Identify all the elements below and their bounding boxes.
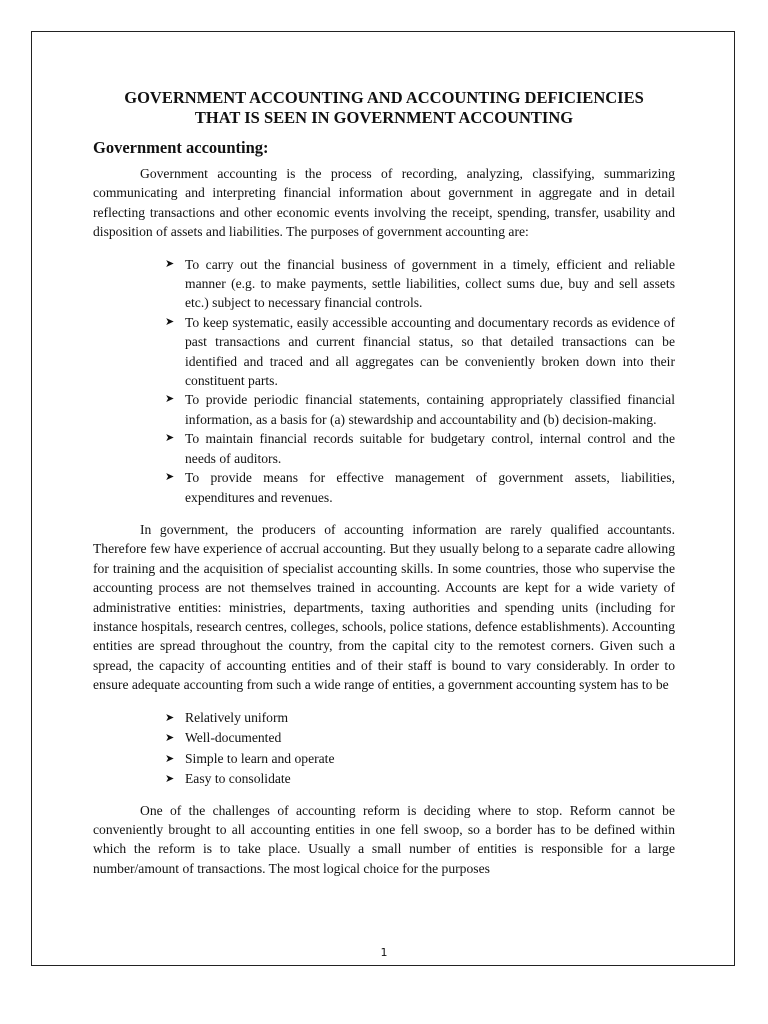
title-line-1: GOVERNMENT ACCOUNTING AND ACCOUNTING DEFICIENCIES [124, 88, 644, 107]
arrow-bullet-icon: ➤ [165, 471, 175, 484]
arrow-bullet-icon: ➤ [165, 315, 175, 328]
list-item: ➤ To keep systematic, easily accessible accounting and documentary records as evidence of past transactions and current financial status, so that detailed transactions can be identified and traced and all aggregates can be conveniently broken down into their constituent parts. [165, 314, 675, 389]
arrow-bullet-icon: ➤ [165, 432, 175, 445]
list-item: ➤ Relatively uniform [93, 708, 675, 729]
arrow-bullet-icon: ➤ [165, 393, 175, 406]
title-line-2: THAT IS SEEN IN GOVERNMENT ACCOUNTING [194, 108, 574, 127]
list-item: ➤ Well-documented [93, 728, 675, 749]
paragraph-reform: One of the challenges of accounting reform is deciding where to stop. Reform cannot be conveniently brought to all accounting entities in one fell swoop, so a border has to be defined within which the reform is to take place. Usually a small number of entities is responsible for a large number/amount of transactions. The most logical choice for the purposes [93, 802, 675, 876]
page-number: 1 [380, 946, 388, 959]
section-heading: Government accounting: [93, 138, 269, 157]
arrow-bullet-icon: ➤ [165, 257, 175, 270]
document-title [93, 88, 675, 128]
purposes-list [93, 255, 675, 507]
list-item: ➤ To maintain financial records suitable for budgetary control, internal control and the needs of auditors. [165, 431, 675, 466]
list-item: ➤ To provide means for effective management of government assets, liabilities, expenditures and revenues. [165, 470, 675, 505]
list-item: ➤ Easy to consolidate [93, 769, 675, 790]
list-item: ➤ To provide periodic financial statements, containing appropriately classified financial information, as a basis for (a) stewardship and accountability and (b) decision-making. [165, 392, 675, 427]
list-item: ➤ Simple to learn and operate [93, 749, 675, 770]
arrow-bullet-icon: ➤ [165, 773, 175, 786]
paragraph-producers: In government, the producers of accounting information are rarely qualified accountants. Therefore few have experience of accrual accounting. But they usually belong to a separate cadre allowing for training and the acquisition of specialist accounting skills. In some countries, those who supervise the accounting process are not themselves trained in accounting. Accounts are kept for a wide variety of administrative entities: ministries, departments, taxing authorities and spending units (including for instance hospitals, research centres, colleges, schools, police stations, defence establishments). Accounting entities are spread throughout the country, from the capital city to the remotest corners. Given such a spread, the capacity of accounting entities and of their staff is bound to vary considerably. In order to ensure adequate accounting from such a wide range of entities, a government accounting system has to be [93, 521, 675, 693]
list-item: ➤ To carry out the financial business of government in a timely, efficient and reliable manner (e.g. to make payments, settle liabilities, collect sums due, buy and sell assets etc.) subject to necessary financial controls. [165, 256, 675, 311]
paragraph-definition: Government accounting is the process of recording, analyzing, classifying, summarizing communicating and interpreting financial information about government in aggregate and in detail reflecting transactions and other economic events involving the receipt, spending, transfer, usability and disposition of assets and liabilities. The purposes of government accounting are: [93, 166, 675, 240]
arrow-bullet-icon: ➤ [165, 732, 175, 745]
requirements-list [93, 708, 675, 790]
document-body [93, 88, 675, 878]
arrow-bullet-icon: ➤ [165, 752, 175, 765]
arrow-bullet-icon: ➤ [165, 711, 175, 724]
